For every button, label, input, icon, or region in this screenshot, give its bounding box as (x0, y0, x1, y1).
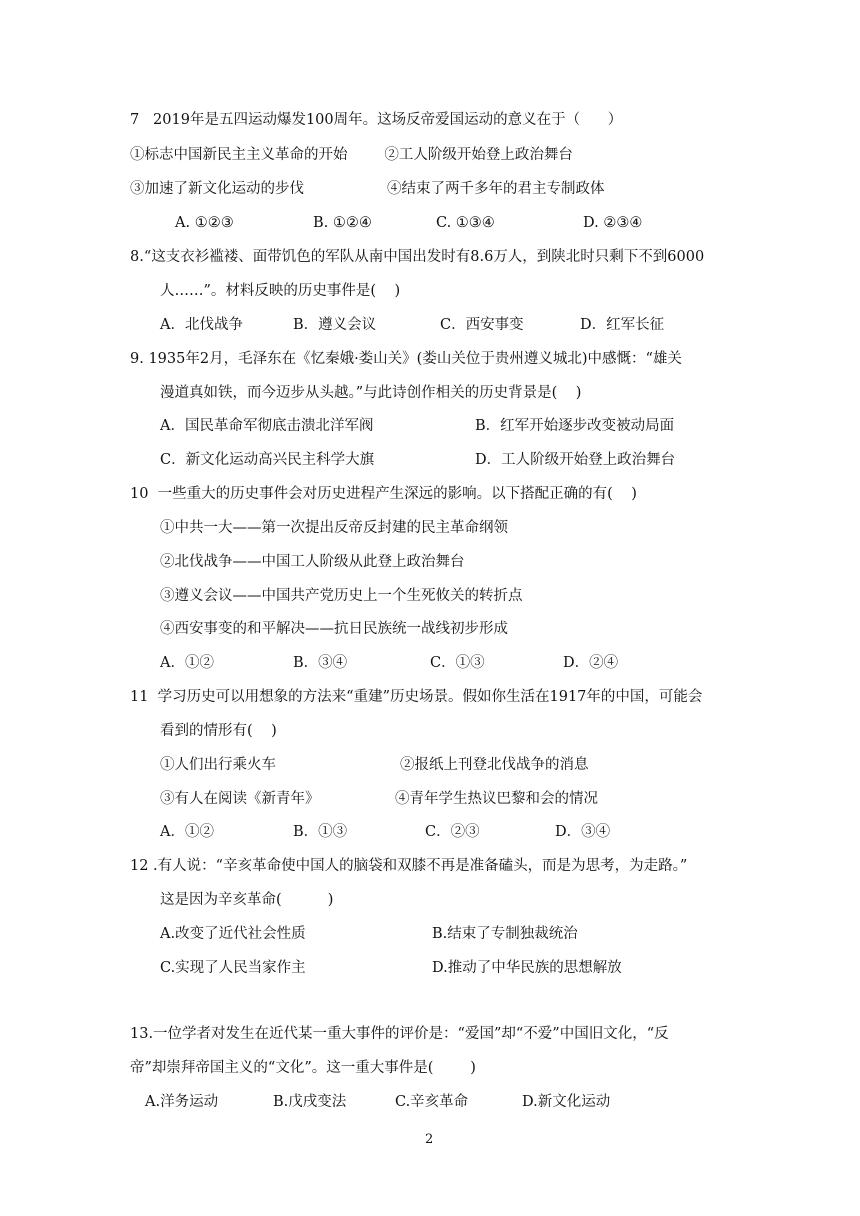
q11-item-4: ④青年学生热议巴黎和会的情况 (395, 791, 598, 807)
q8-option-d: D．红军长征 (580, 317, 665, 333)
q7-option-c: C. ①③④ (436, 215, 495, 231)
q12-option-d: D.推动了中华民族的思想解放 (432, 960, 622, 976)
q11-stem-line2: 看到的情形有( ) (160, 723, 277, 739)
q12-option-a: A.改变了近代社会性质 (160, 926, 306, 942)
q10-item-4: ④西安事变的和平解决——抗日民族统一战线初步形成 (160, 621, 508, 637)
q12-stem-line2: 这是因为辛亥革命( ) (160, 892, 334, 908)
q10-option-a: A．①② (160, 655, 214, 671)
q11-item-1: ①人们出行乘火车 (160, 757, 276, 773)
q10-option-b: B．③④ (293, 655, 348, 671)
q11-option-a: A．①② (160, 824, 214, 840)
q12-option-b: B.结束了专制独裁统治 (432, 926, 578, 942)
q12-stem-line1: 12 .有人说：“辛亥革命使中国人的脑袋和双膝不再是准备磕头，而是为思考，为走路。” (130, 858, 688, 874)
q11-option-b: B．①③ (293, 824, 348, 840)
q8-stem-line1: 8.“这支衣衫褴褛、面带饥色的军队从南中国出发时有8.6万人，到陕北时只剩下不到6000 (130, 249, 705, 265)
q7-option-b: B. ①②④ (313, 215, 372, 231)
q7-items-line2: ③加速了新文化运动的步伐 ④结束了两千多年的君主专制政体 (130, 181, 605, 197)
q11-stem-line1: 11 学习历史可以用想象的方法来“重建”历史场景。假如你生活在1917年的中国，可能会 (130, 689, 703, 705)
q11-option-c: C．②③ (425, 824, 480, 840)
q9-stem-line1: 9. 1935年2月，毛泽东在《忆秦娥·娄山关》(娄山关位于贵州遵义城北)中感慨：“雄关 (130, 351, 682, 367)
q11-item-2: ②报纸上刊登北伐战争的消息 (400, 757, 589, 773)
q8-option-c: C．西安事变 (440, 317, 524, 333)
q7-items-line1: ①标志中国新民主主义革命的开始 ②工人阶级开始登上政治舞台 (130, 147, 573, 163)
q8-option-a: A．北伐战争 (160, 317, 243, 333)
q10-option-d: D．②④ (563, 655, 619, 671)
q9-option-b: B．红军开始逐步改变被动局面 (475, 418, 675, 434)
q7-option-a: A. ①②③ (175, 215, 234, 231)
q13-option-c: C.辛亥革命 (395, 1094, 469, 1110)
q13-option-b: B.戊戌变法 (273, 1094, 347, 1110)
q7-stem: 7 2019年是五四运动爆发100周年。这场反帝爱国运动的意义在于（ ） (130, 112, 623, 128)
q10-item-1: ①中共一大——第一次提出反帝反封建的民主革命纲领 (160, 520, 508, 536)
q8-stem-line2: 人……”。材料反映的历史事件是( ) (160, 283, 401, 299)
q11-option-d: D．③④ (555, 824, 611, 840)
q9-option-c: C．新文化运动高兴民主科学大旗 (160, 452, 375, 468)
q13-stem-line2: 帝”却崇拜帝国主义的“文化”。这一重大事件是( ) (130, 1060, 476, 1076)
q9-option-d: D．工人阶级开始登上政治舞台 (475, 452, 676, 468)
q7-option-d: D. ②③④ (583, 215, 643, 231)
q12-option-c: C.实现了人民当家作主 (160, 960, 306, 976)
q9-option-a: A．国民革命军彻底击溃北洋军阀 (160, 418, 374, 434)
q11-item-3: ③有人在阅读《新青年》 (160, 791, 320, 807)
q13-option-a: A.洋务运动 (145, 1094, 219, 1110)
q10-item-3: ③遵义会议——中国共产党历史上一个生死攸关的转折点 (160, 588, 523, 604)
page-number: 2 (425, 1132, 434, 1147)
q10-option-c: C．①③ (430, 655, 485, 671)
q10-stem: 10 一些重大的历史事件会对历史进程产生深远的影响。以下搭配正确的有( ) (130, 486, 637, 502)
q13-stem-line1: 13.一位学者对发生在近代某一重大事件的评价是：“爱国”却“不爱”中国旧文化，“反 (130, 1026, 669, 1042)
q8-option-b: B．遵义会议 (293, 317, 377, 333)
q10-item-2: ②北伐战争——中国工人阶级从此登上政治舞台 (160, 554, 465, 570)
q9-stem-line2: 漫道真如铁，而今迈步从头越。”与此诗创作相关的历史背景是( ) (160, 385, 582, 401)
q13-option-d: D.新文化运动 (522, 1094, 611, 1110)
